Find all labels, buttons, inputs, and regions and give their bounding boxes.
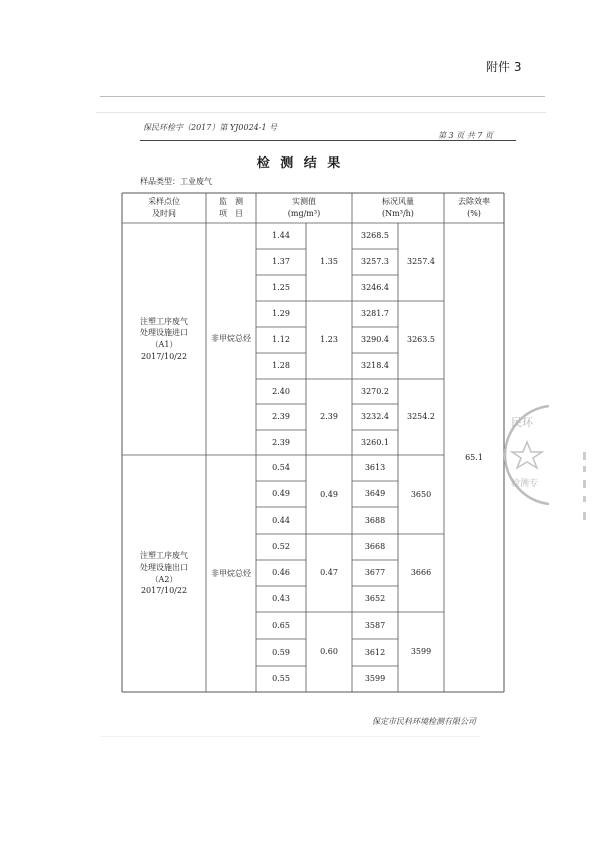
flow-value: 3652 bbox=[364, 594, 386, 604]
flow-average: 3257.4 bbox=[407, 257, 435, 267]
partial-stamp bbox=[497, 400, 549, 510]
header-rule bbox=[140, 140, 516, 141]
flow-value: 3613 bbox=[364, 463, 386, 473]
stamp-text-top: 民环 bbox=[511, 416, 533, 429]
measured-value: 0.52 bbox=[272, 542, 290, 552]
scan-line bbox=[100, 736, 480, 737]
measured-value: 0.59 bbox=[272, 647, 290, 657]
measured-value: 1.37 bbox=[272, 257, 290, 267]
header-item: 监 测 项 目 bbox=[219, 197, 243, 218]
results-table bbox=[122, 193, 504, 692]
stamp-icon bbox=[497, 400, 549, 510]
flow-value: 3599 bbox=[364, 674, 386, 684]
item-cell-a1: 非甲烷总烃 bbox=[211, 334, 251, 344]
measured-average: 2.39 bbox=[320, 412, 338, 422]
flow-value: 3281.7 bbox=[361, 309, 389, 319]
measured-value: 1.29 bbox=[272, 309, 290, 319]
stamp-text-bottom: 检测专 bbox=[511, 479, 539, 489]
measured-value: 0.44 bbox=[272, 515, 290, 525]
flow-average: 3599 bbox=[410, 647, 432, 657]
page-title: 检 测 结 果 bbox=[256, 156, 344, 171]
measured-value: 2.39 bbox=[272, 437, 290, 447]
item-cell-a2: 非甲烷总烃 bbox=[211, 568, 251, 578]
measured-average: 0.47 bbox=[320, 568, 338, 578]
measured-value: 1.12 bbox=[272, 335, 290, 345]
measured-value: 2.40 bbox=[272, 386, 290, 396]
flow-value: 3688 bbox=[364, 515, 386, 525]
measured-value: 0.43 bbox=[272, 594, 290, 604]
flow-value: 3270.2 bbox=[361, 386, 389, 396]
flow-value: 3677 bbox=[364, 568, 386, 578]
measured-value: 2.39 bbox=[272, 412, 290, 422]
measured-average: 0.49 bbox=[320, 489, 338, 499]
measured-value: 1.28 bbox=[272, 361, 290, 371]
efficiency-cell: 65.1 bbox=[465, 452, 483, 462]
header-efficiency: 去除效率 (%) bbox=[458, 197, 490, 218]
flow-value: 3268.5 bbox=[361, 231, 389, 241]
measured-value: 0.55 bbox=[272, 674, 290, 684]
company-name: 保定市民科环境检测有限公司 bbox=[372, 717, 476, 726]
flow-value: 3232.4 bbox=[361, 412, 389, 422]
flow-value: 3260.1 bbox=[361, 437, 389, 447]
top-rule bbox=[100, 96, 545, 97]
attachment-label: 附件 3 bbox=[486, 60, 522, 74]
edge-scan-marks bbox=[580, 452, 590, 542]
measured-value: 0.46 bbox=[272, 568, 290, 578]
measured-value: 1.25 bbox=[272, 283, 290, 293]
sample-type: 样品类型：工业废气 bbox=[140, 177, 212, 186]
measured-average: 0.60 bbox=[320, 647, 338, 657]
location-cell-a2: 注塑工序废气 处理设施出口 （A2） 2017/10/22 bbox=[140, 551, 188, 596]
header-measured: 实测值 (mg/m³) bbox=[287, 197, 321, 218]
measured-value: 0.65 bbox=[272, 620, 290, 630]
flow-value: 3246.4 bbox=[361, 283, 389, 293]
flow-average: 3263.5 bbox=[407, 335, 435, 345]
flow-average: 3650 bbox=[410, 489, 432, 499]
location-cell-a1: 注塑工序废气 处理设施进口 （A1） 2017/10/22 bbox=[140, 316, 188, 361]
flow-value: 3649 bbox=[364, 489, 386, 499]
header-location: 采样点位 及时间 bbox=[148, 197, 180, 218]
measured-average: 1.23 bbox=[320, 335, 338, 345]
measured-average: 1.35 bbox=[320, 257, 338, 267]
flow-value: 3668 bbox=[364, 542, 386, 552]
page-number: 第 3 页 共 7 页 bbox=[438, 131, 493, 140]
measured-value: 0.54 bbox=[272, 463, 290, 473]
scan-line bbox=[96, 112, 546, 113]
measured-value: 0.49 bbox=[272, 489, 290, 499]
header-flow: 标况风量 (Nm³/h) bbox=[382, 197, 414, 218]
flow-value: 3218.4 bbox=[361, 361, 389, 371]
measured-value: 1.44 bbox=[272, 231, 290, 241]
flow-average: 3254.2 bbox=[407, 412, 435, 422]
document-number: 保民环检字（2017）第 YJ0024-1 号 bbox=[143, 123, 278, 132]
flow-value: 3587 bbox=[364, 620, 386, 630]
flow-value: 3290.4 bbox=[361, 335, 389, 345]
flow-value: 3612 bbox=[364, 647, 386, 657]
flow-average: 3666 bbox=[410, 568, 432, 578]
flow-value: 3257.3 bbox=[361, 257, 389, 267]
